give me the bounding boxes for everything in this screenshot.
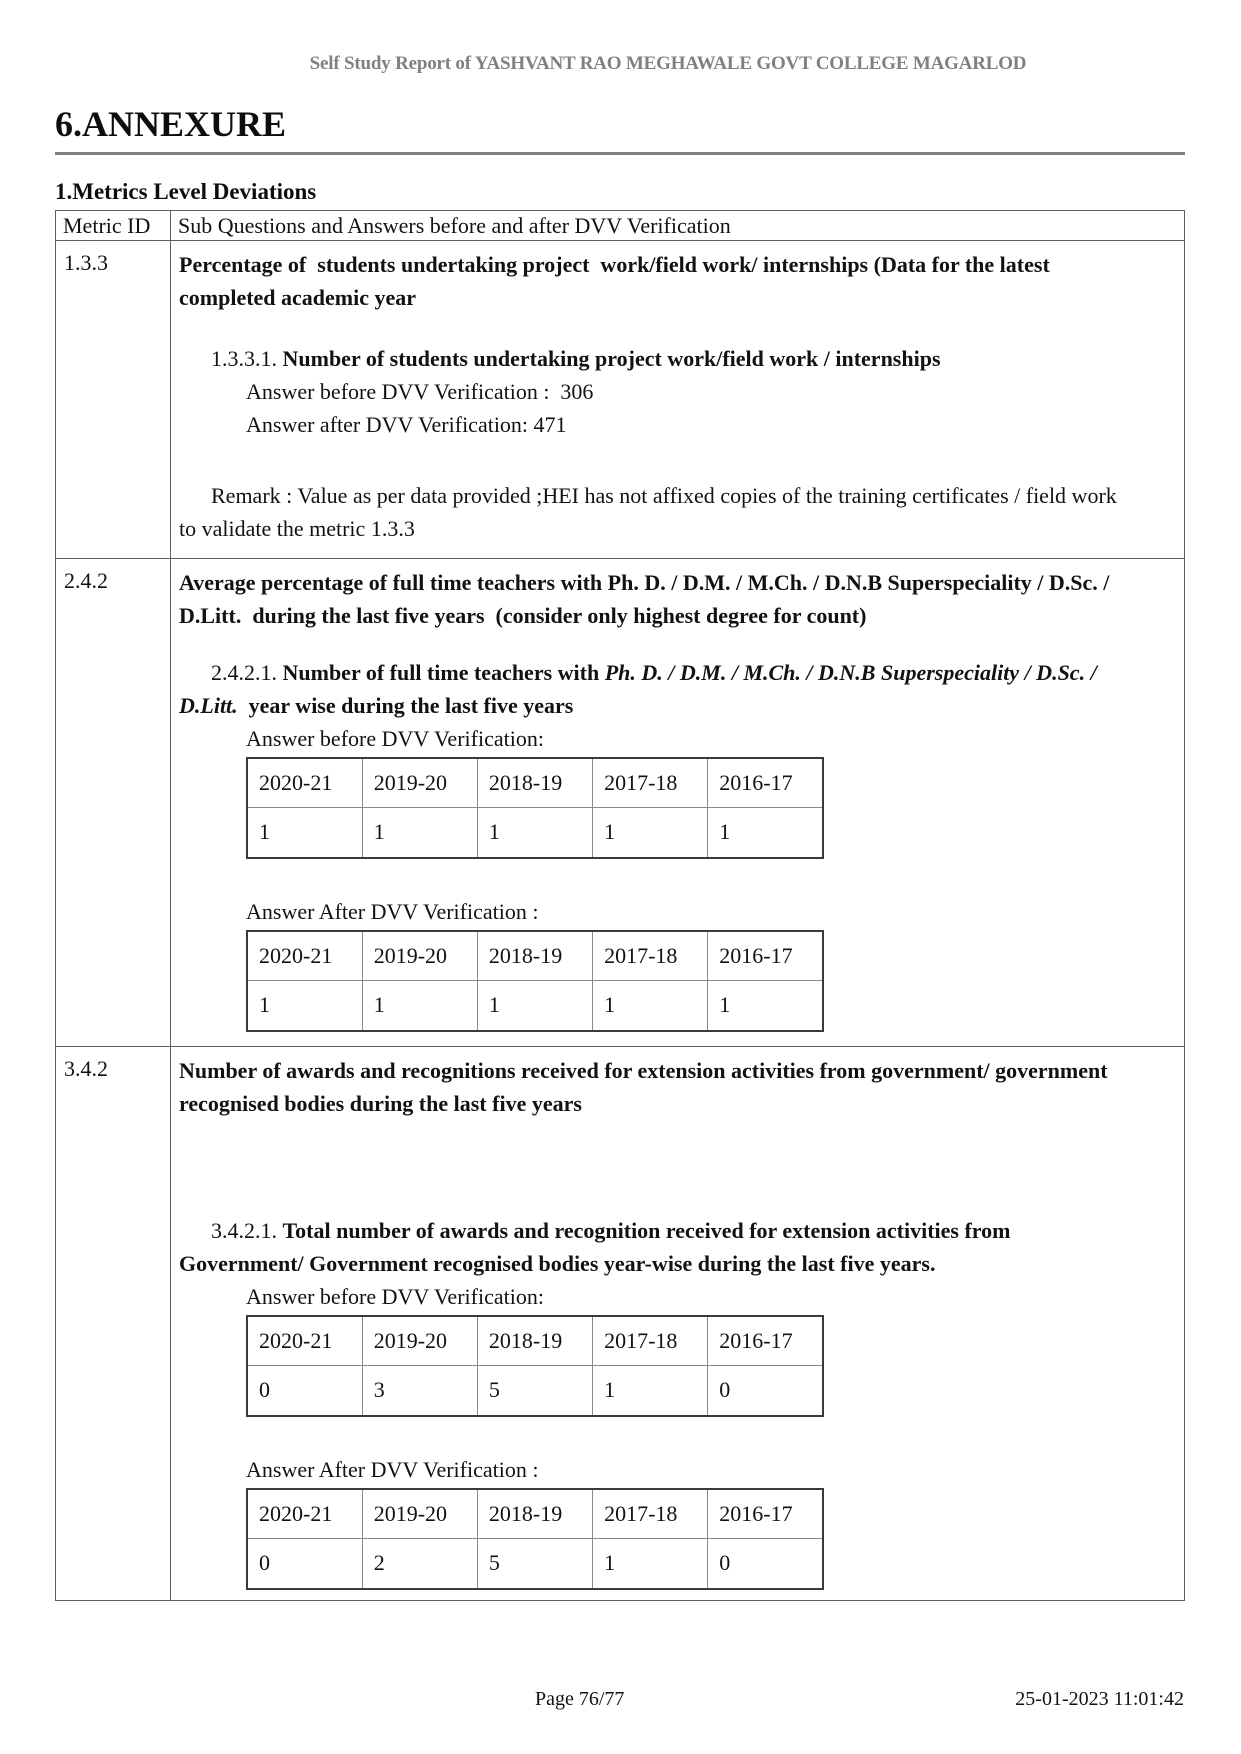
metrics-heading: 1.Metrics Level Deviations bbox=[55, 178, 317, 204]
column-header-metric-id: Metric ID bbox=[56, 210, 171, 240]
value-cell: 1 bbox=[362, 981, 477, 1031]
running-header: Self Study Report of YASHVANT RAO MEGHAWALE GOVT COLLEGE MAGARLOD bbox=[309, 53, 1027, 74]
value-cell: 1 bbox=[593, 981, 708, 1031]
question-text: Average percentage of full time teachers with Ph. D. / D.M. / M.Ch. / D.N.B Superspeciality / D.Sc. / D.Litt. during the last five years (consider only highest degree for count) bbox=[179, 569, 1110, 628]
value-row bbox=[247, 1366, 823, 1416]
value-cell: 5 bbox=[477, 1539, 592, 1589]
remark-text: Remark : Value as per data provided ;HEI has not affixed copies of the training certificates / field work to validate the metric 1.3.3 bbox=[179, 482, 1117, 541]
metric-body bbox=[171, 558, 1185, 1046]
year-cell: 2017-18 bbox=[593, 1316, 708, 1366]
year-header-row bbox=[247, 931, 823, 981]
year-cell: 2020-21 bbox=[247, 931, 362, 981]
value-cell: 1 bbox=[247, 808, 362, 858]
year-values-table-after bbox=[246, 930, 824, 1032]
annexure-title: 6.ANNEXURE bbox=[55, 105, 1185, 155]
year-values-table-before bbox=[246, 1315, 824, 1417]
year-values-table-before bbox=[246, 757, 824, 859]
year-cell: 2020-21 bbox=[247, 1316, 362, 1366]
year-cell: 2017-18 bbox=[593, 758, 708, 808]
year-cell: 2019-20 bbox=[362, 1489, 477, 1539]
question-text: Percentage of students undertaking project work/field work/ internships (Data for the latest completed academic year bbox=[179, 251, 1050, 310]
value-cell: 0 bbox=[247, 1366, 362, 1416]
value-row bbox=[247, 981, 823, 1031]
metric-id: 2.4.2 bbox=[56, 558, 171, 1046]
footer-page-number: Page 76/77 bbox=[535, 1688, 625, 1710]
table-row bbox=[56, 558, 1185, 1046]
sub-question-number: 3.4.2.1. bbox=[211, 1217, 277, 1243]
year-cell: 2018-19 bbox=[477, 931, 592, 981]
sub-question-text: Total number of awards and recognition received for extension activities from Government/ Government recognised bodies year-wise during the last five years. bbox=[179, 1217, 1011, 1276]
year-cell: 2016-17 bbox=[708, 1489, 823, 1539]
answer-before-dvv: Answer before DVV Verification : 306 bbox=[246, 378, 594, 404]
answer-after-label: Answer After DVV Verification : bbox=[246, 1456, 539, 1482]
sub-question-number: 2.4.2.1. bbox=[211, 659, 277, 685]
year-cell: 2018-19 bbox=[477, 1316, 592, 1366]
year-cell: 2018-19 bbox=[477, 758, 592, 808]
sub-question-text: Number of full time teachers with bbox=[282, 659, 605, 685]
sub-question bbox=[179, 342, 1132, 375]
year-cell: 2016-17 bbox=[708, 931, 823, 981]
value-cell: 1 bbox=[593, 1539, 708, 1589]
year-cell: 2016-17 bbox=[708, 758, 823, 808]
question-text: Number of awards and recognitions received for extension activities from government/ government recognised bodies during the last five years bbox=[179, 1057, 1108, 1116]
value-cell: 1 bbox=[247, 981, 362, 1031]
year-cell: 2017-18 bbox=[593, 1489, 708, 1539]
year-header-row bbox=[247, 758, 823, 808]
year-header-row bbox=[247, 1316, 823, 1366]
year-cell: 2019-20 bbox=[362, 758, 477, 808]
answer-after-label: Answer After DVV Verification : bbox=[246, 898, 539, 924]
metric-id: 1.3.3 bbox=[56, 240, 171, 558]
table-row bbox=[56, 240, 1185, 558]
value-cell: 3 bbox=[362, 1366, 477, 1416]
answer-before-label: Answer before DVV Verification: bbox=[246, 1283, 544, 1309]
sub-question bbox=[179, 656, 1132, 722]
metric-body bbox=[171, 1046, 1185, 1600]
value-cell: 1 bbox=[362, 808, 477, 858]
year-cell: 2016-17 bbox=[708, 1316, 823, 1366]
metric-body bbox=[171, 240, 1185, 558]
value-row bbox=[247, 1539, 823, 1589]
value-cell: 1 bbox=[708, 808, 823, 858]
sub-question-number: 1.3.3.1. bbox=[211, 345, 277, 371]
year-cell: 2019-20 bbox=[362, 931, 477, 981]
year-cell: 2018-19 bbox=[477, 1489, 592, 1539]
value-cell: 1 bbox=[593, 808, 708, 858]
value-cell: 5 bbox=[477, 1366, 592, 1416]
value-cell: 0 bbox=[708, 1539, 823, 1589]
value-cell: 1 bbox=[477, 808, 592, 858]
value-row bbox=[247, 808, 823, 858]
metric-id: 3.4.2 bbox=[56, 1046, 171, 1600]
answer-before-label: Answer before DVV Verification: bbox=[246, 725, 544, 751]
value-cell: 1 bbox=[593, 1366, 708, 1416]
value-cell: 0 bbox=[708, 1366, 823, 1416]
value-cell: 0 bbox=[247, 1539, 362, 1589]
footer-timestamp: 25-01-2023 11:01:42 bbox=[1015, 1688, 1184, 1710]
value-cell: 1 bbox=[708, 981, 823, 1031]
page-content bbox=[55, 105, 1185, 1601]
year-header-row bbox=[247, 1489, 823, 1539]
table-row bbox=[56, 1046, 1185, 1600]
year-cell: 2020-21 bbox=[247, 758, 362, 808]
metrics-deviations-table bbox=[55, 210, 1185, 1601]
year-cell: 2017-18 bbox=[593, 931, 708, 981]
column-header-sub-questions: Sub Questions and Answers before and after DVV Verification bbox=[171, 210, 1185, 240]
sub-question bbox=[179, 1214, 1132, 1280]
sub-question-text: Number of students undertaking project work/field work / internships bbox=[282, 345, 941, 371]
sub-question-italic-text: Ph. D. / D.M. / M.Ch. / D.N.B Superspeciality / D.Sc. / D.Litt. bbox=[179, 659, 1097, 718]
year-cell: 2020-21 bbox=[247, 1489, 362, 1539]
sub-question-text-tail: year wise during the last five years bbox=[237, 692, 574, 718]
year-cell: 2019-20 bbox=[362, 1316, 477, 1366]
value-cell: 1 bbox=[477, 981, 592, 1031]
answer-after-dvv: Answer after DVV Verification: 471 bbox=[246, 411, 567, 437]
table-header-row bbox=[56, 210, 1185, 240]
value-cell: 2 bbox=[362, 1539, 477, 1589]
year-values-table-after bbox=[246, 1488, 824, 1590]
